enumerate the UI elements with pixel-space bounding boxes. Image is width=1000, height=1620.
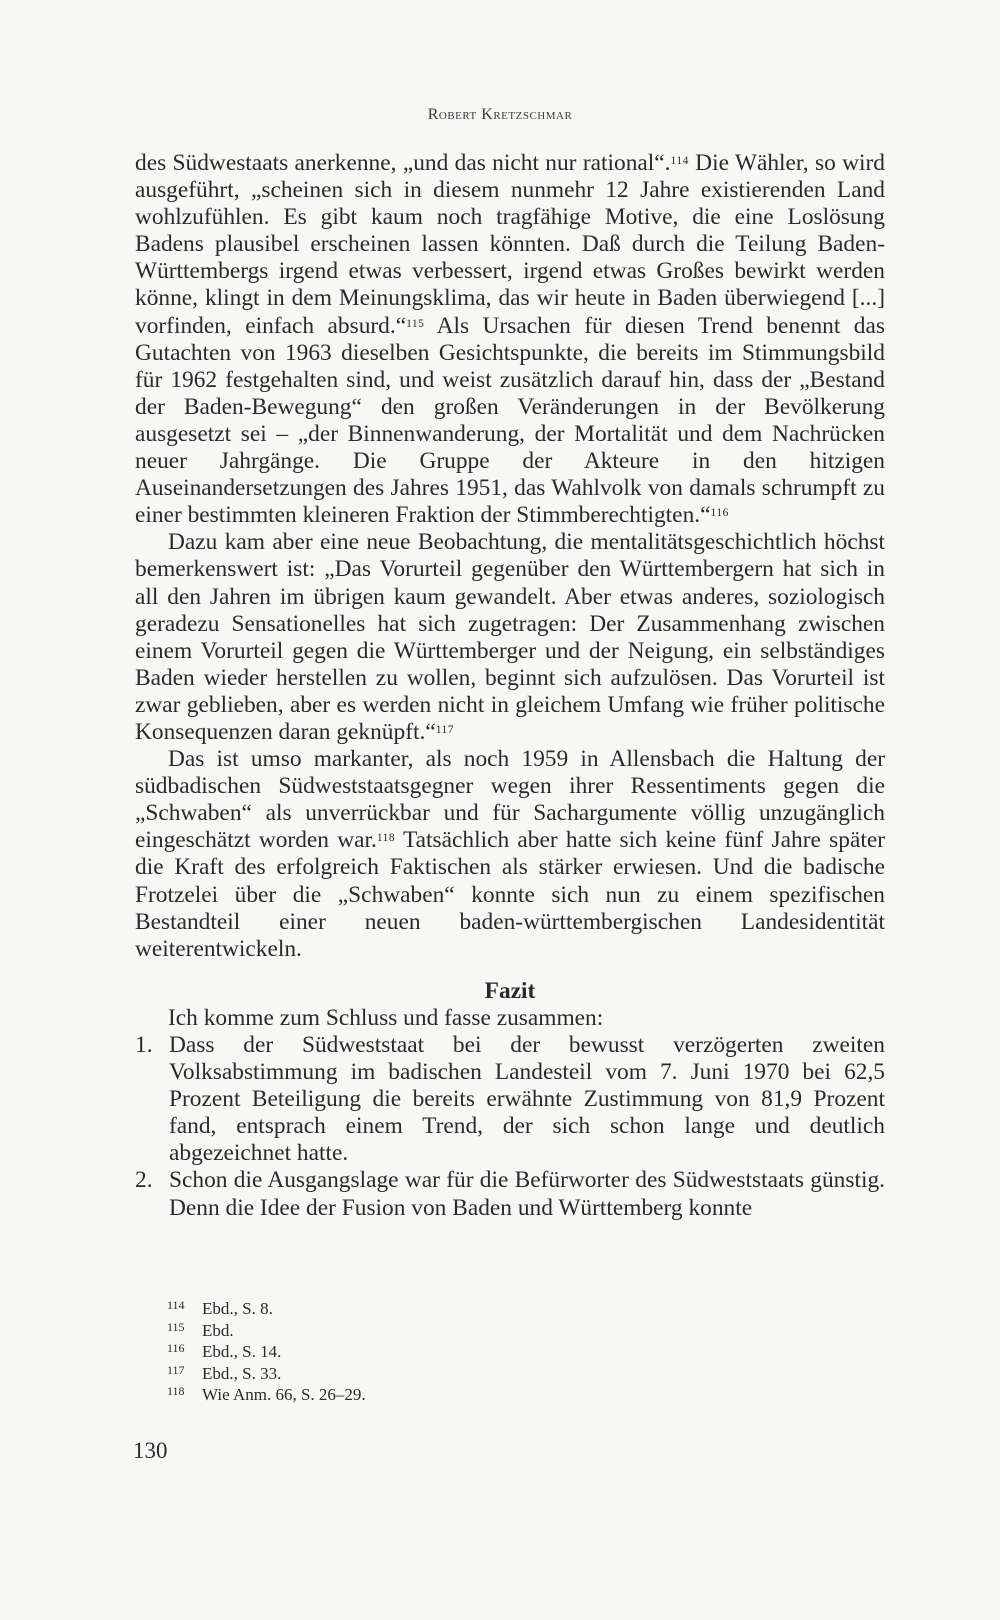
summary-list — [135, 1032, 885, 1222]
footnote-text: Ebd., S. 14. — [202, 1342, 282, 1361]
footnote-number: 118 — [167, 1384, 185, 1398]
body-text — [135, 150, 885, 1222]
list-item — [135, 1032, 885, 1167]
paragraph-text: Dazu kam aber eine neue Beobachtung, die mentalitätsgeschichtlich höchst bemerkenswert ist: „Das Vorurteil gegenüber den Württembergern hat sich in all den Jahren im übrigen kaum gewandelt. Aber etwas anderes, soziologisch geradezu Sensationelles hat sich zugetragen: Der Zusammenhang zwischen einem Vorurteil gegen die Württemberger und der Neigung, ein selbständiges Baden wieder herstellen zu wollen, beginnt sich aufzulösen. Das Vorurteil ist zwar geblieben, aber es werden nicht in gleichem Umfang wie früher politische Konsequenzen daran geknüpft.“ — [135, 529, 885, 745]
running-head: Robert Kretzschmar — [427, 106, 573, 123]
paragraph-text: Das ist umso markanter, als noch 1959 in Allensbach die Haltung der südbadischen Südweststaatsgegner wegen ihrer Ressentiments gegen die „Schwaben“ als unverrückbar und für Sachargumente völlig unzugänglich eingeschätzt worden war. — [135, 746, 885, 854]
footnote-number: 116 — [167, 1341, 185, 1355]
footnote-number: 117 — [167, 1362, 185, 1377]
footnote-ref[interactable]: 116 — [710, 507, 729, 520]
footnote — [167, 1320, 767, 1342]
footnote-ref[interactable]: 115 — [406, 317, 425, 330]
footnote-ref[interactable]: 118 — [376, 832, 396, 845]
footnote — [167, 1384, 767, 1406]
list-number: 2. — [135, 1167, 153, 1194]
page-number: 130 — [133, 1438, 168, 1463]
section-heading: Fazit — [484, 977, 536, 1004]
footnote-text: Wie Anm. 66, S. 26–29. — [202, 1385, 366, 1404]
footnotes — [167, 1298, 767, 1406]
footnote-ref[interactable]: 114 — [670, 155, 689, 167]
footnote-text: Ebd., S. 33. — [202, 1363, 282, 1383]
list-item-text: Schon die Ausgangslage war für die Befürworter des Südweststaats günstig. Denn die Idee der Fusion von Baden und Württemberg konnte — [169, 1167, 885, 1221]
list-item-text: Dass der Südweststaat bei der bewusst verzögerten zweiten Volksabstimmung im badischen Landesteil vom 7. Juni 1970 bei 62,5 Prozent Beteiligung die bereits erwähnte Zustimmung von 81,9 Prozent fand, entsprach einem Trend, der sich schon lange und deutlich abgezeichnet hatte. — [169, 1032, 885, 1167]
footnote-number: 114 — [167, 1298, 185, 1312]
paragraph — [135, 746, 885, 963]
paragraph-text: Tatsächlich aber hatte sich keine fünf Jahre später die Kraft des erfolgreich Faktischen als stärker erwiesen. Und die badische Frotzelei über die „Schwaben“ konnte sich nun zu einem spezifischen Bestandteil einer neuen baden-württembergischen Landesidentität weiterentwickeln. — [135, 827, 885, 962]
list-number: 1. — [135, 1032, 153, 1058]
footnote-text: Ebd. — [202, 1320, 234, 1340]
footnote-ref[interactable]: 117 — [435, 723, 455, 736]
paragraph-text: Die Wähler, so wird ausgeführt, „scheinen sich in diesem nunmehr 12 Jahre existierenden Land wohlzufühlen. Es gibt kaum noch tragfähige Motive, die eine Loslösung Badens plausibel erscheinen lassen könnten. Daß durch die Teilung Baden-Württembergs irgend etwas verbessert, irgend etwas Großes bewirkt werden könne, klingt in dem Meinungsklima, das wir heute in Baden überwiegend [...] vorfinden, einfach absurd.“ — [135, 150, 885, 339]
list-item — [135, 1167, 885, 1221]
footnote — [167, 1341, 767, 1363]
paragraph-text: Als Ursachen für diesen Trend benennt das Gutachten von 1963 dieselben Gesichtspunkte, die bereits im Stimmungsbild für 1962 festgehalten sind, und weist zusätzlich darauf hin, dass der „Bestand der Baden-Bewegung“ den großen Veränderungen in der Bevölkerung ausgesetzt sei – „der Binnenwanderung, der Mortalität und dem Nachrücken neuer Jahrgänge. Die Gruppe der Akteure in den hitzigen Auseinandersetzungen des Jahres 1951, das Wahlvolk von damals schrumpft zu einer bestimmten kleineren Fraktion der Stimmberechtigten.“ — [135, 312, 885, 529]
footnote-text: Ebd., S. 8. — [202, 1299, 273, 1318]
fazit-intro: Ich komme zum Schluss und fasse zusammen: — [168, 1004, 604, 1031]
paragraph-text: des Südwestaats anerkenne, „und das nicht nur rational“. — [135, 150, 671, 176]
footnote — [167, 1298, 767, 1320]
paragraph — [135, 529, 885, 746]
paragraph — [135, 150, 885, 529]
footnote-number: 115 — [167, 1319, 185, 1334]
footnote — [167, 1363, 767, 1385]
